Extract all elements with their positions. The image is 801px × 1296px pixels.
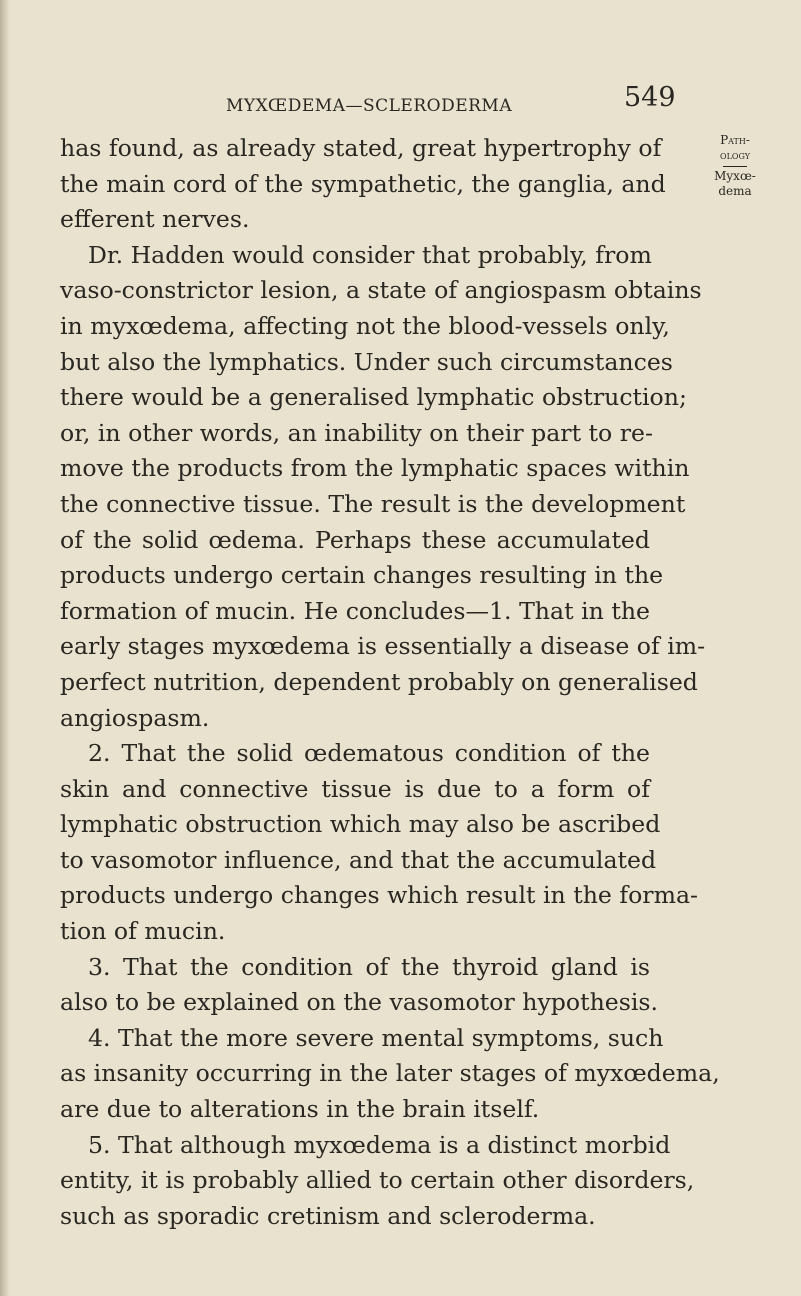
body-text [60, 131, 720, 1234]
text-line: lymphatic obstruction which may also be ascribed [60, 810, 661, 839]
text-line: as insanity occurring in the later stages of myxœdema, [60, 1059, 720, 1088]
text-line: 2. That the solid œdematous condition of the [88, 739, 650, 768]
text-line: tion of mucin. [60, 917, 226, 946]
margin-note [699, 133, 771, 199]
text-line: to vasomotor influence, and that the accumulated [60, 845, 657, 874]
text-line: has found, as already stated, great hypertrophy of [60, 134, 662, 162]
text-line: products undergo certain changes resulting in the [60, 561, 664, 590]
text-line: entity, it is probably allied to certain other disorders, [60, 1166, 695, 1195]
text-line: perfect nutrition, dependent probably on generalised [60, 667, 698, 696]
text-line: products undergo changes which result in the forma- [60, 881, 698, 910]
margin-note-line: dema [718, 184, 752, 198]
margin-note-rule [723, 166, 747, 167]
text-line: skin and connective tissue is due to a form of [60, 774, 650, 803]
text-line: the main cord of the sympathetic, the ganglia, and [60, 169, 666, 198]
text-line: also to be explained on the vasomotor hypothesis. [60, 988, 658, 1017]
text-line: 4. That the more severe mental symptoms, such [88, 1023, 664, 1052]
text-line: such as sporadic cretinism and scleroderma. [60, 1201, 596, 1230]
text-line: vaso-constrictor lesion, a state of angiospasm obtains [60, 276, 702, 305]
page-binding-edge [0, 0, 10, 1296]
text-line: 5. That although myxœdema is a distinct morbid [88, 1130, 671, 1159]
text-line: formation of mucin. He concludes—1. That in the [60, 596, 650, 625]
text-line: move the products from the lymphatic spaces within [60, 454, 690, 483]
text-line: Dr. Hadden would consider that probably, from [88, 240, 652, 269]
text-line: the connective tissue. The result is the development [60, 489, 686, 518]
text-line: in myxœdema, affecting not the blood-vessels only, [60, 311, 670, 340]
text-line: angiospasm. [60, 703, 210, 732]
text-line: efferent nerves. [60, 205, 250, 234]
margin-note-line: Path- [720, 133, 750, 147]
text-line: are due to alterations in the brain itself. [60, 1095, 540, 1124]
running-title: MYXŒDEMA—SCLERODERMA [226, 96, 513, 116]
page-number: 549 [624, 82, 676, 113]
text-line: early stages myxœdema is essentially a disease of im- [60, 632, 706, 661]
text-line: there would be a generalised lymphatic obstruction; [60, 383, 687, 412]
margin-note-line: Myxœ- [714, 169, 756, 183]
text-line: or, in other words, an inability on their part to re- [60, 418, 653, 447]
text-line: 3. That the condition of the thyroid gland is [88, 952, 650, 981]
text-line: of the solid œdema. Perhaps these accumulated [60, 525, 650, 554]
margin-note-line: ology [720, 148, 750, 162]
text-line: but also the lymphatics. Under such circumstances [60, 347, 673, 376]
